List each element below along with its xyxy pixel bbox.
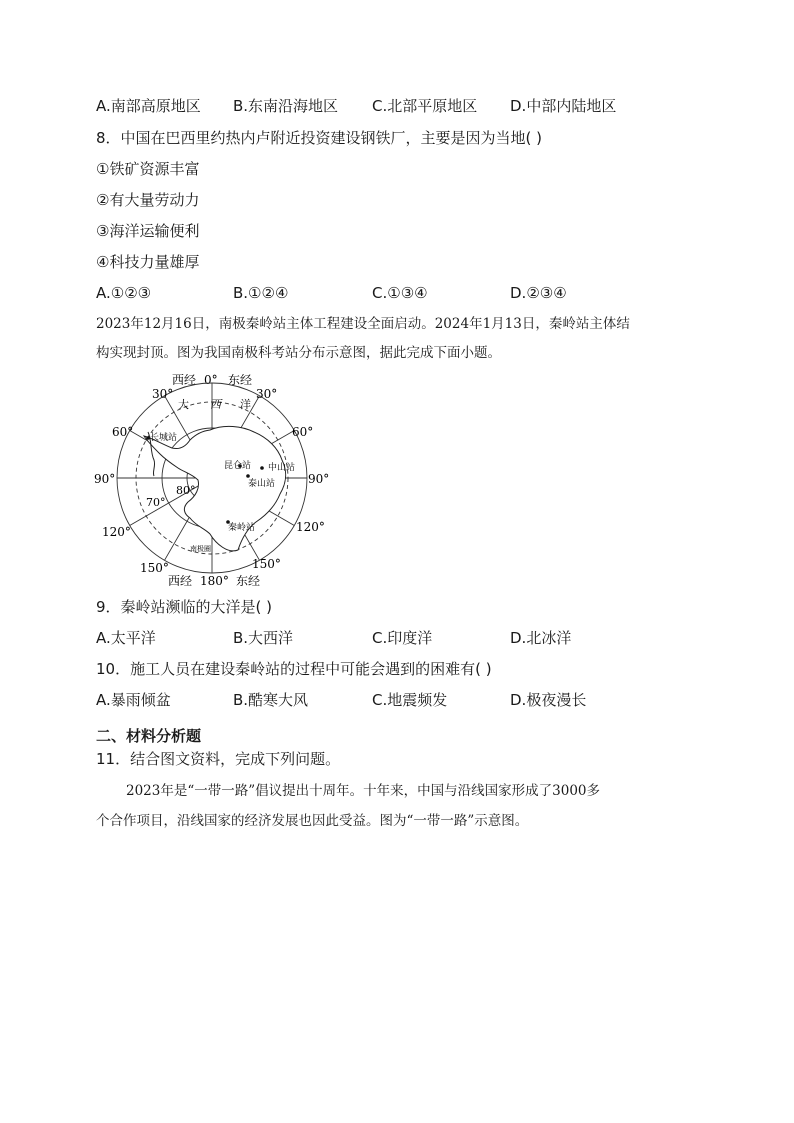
section-2-title: 二、材料分析题: [96, 727, 202, 745]
station-dot-zhongshan: [260, 466, 264, 470]
q7-option-a[interactable]: A.南部高原地区: [96, 97, 201, 115]
q11-stem: 11．结合图文资料，完成下列问题。: [96, 750, 341, 768]
q9-option-d[interactable]: D.北冰洋: [510, 629, 572, 647]
station-label-changcheng: 长城站: [150, 433, 178, 443]
station-label-taishan: 泰山站: [248, 479, 276, 489]
q7-option-d[interactable]: D.中部内陆地区: [510, 97, 617, 115]
q7-option-b[interactable]: B.东南沿海地区: [233, 97, 339, 115]
q9-option-c[interactable]: C.印度洋: [372, 629, 433, 647]
lon-label-60e: 60°: [292, 425, 314, 439]
q11-paragraph-line-2: 个合作项目，沿线国家的经济发展也因此受益。图为“一带一路”示意图。: [96, 813, 529, 829]
map-bottom-180-label: 180°: [200, 574, 229, 588]
map-top-east-label: 东经: [228, 373, 253, 387]
lon-label-150w: 150°: [140, 561, 169, 575]
map-bottom-east-label: 东经: [236, 574, 261, 588]
station-label-qinling: 秦岭站: [228, 523, 256, 533]
lat-label-70: 70°: [146, 496, 166, 509]
ocean-label-yang: 洋: [240, 398, 251, 411]
station-label-zhongshan: 中山站: [268, 463, 296, 473]
map-top-west-label: 西经: [172, 373, 197, 387]
q8-item-3: ③海洋运输便利: [96, 222, 200, 240]
material-line-1: 2023年12月16日，南极秦岭站主体工程建设全面启动。2024年1月13日，秦岭站主体结: [96, 316, 630, 332]
q8-option-d[interactable]: D.②③④: [510, 284, 567, 302]
antarctic-station-map: [92, 368, 332, 590]
station-dot-taishan: [246, 474, 250, 478]
lon-label-30w: 30°: [152, 387, 174, 401]
q9-option-a[interactable]: A.太平洋: [96, 629, 156, 647]
q8-stem: 8．中国在巴西里约热内卢附近投资建设钢铁厂，主要是因为当地( ): [96, 129, 543, 147]
lon-label-90w: 90°: [94, 472, 116, 486]
q8-option-a[interactable]: A.①②③: [96, 284, 152, 302]
lon-label-60w: 60°: [112, 425, 134, 439]
q8-item-4: ④科技力量雄厚: [96, 253, 200, 271]
lon-label-120w: 120°: [102, 525, 131, 539]
q10-option-d[interactable]: D.极夜漫长: [510, 691, 587, 709]
q8-option-b[interactable]: B.①②④: [233, 284, 289, 302]
map-bottom-west-label: 西经: [168, 574, 193, 588]
q9-stem: 9．秦岭站濒临的大洋是( ): [96, 598, 273, 616]
lon-label-120e: 120°: [296, 520, 325, 534]
lon-label-150e: 150°: [252, 557, 281, 571]
lon-label-90e: 90°: [308, 472, 330, 486]
ocean-label-xi: 西: [210, 398, 221, 411]
q8-item-2: ②有大量劳动力: [96, 191, 200, 209]
q10-option-b[interactable]: B.酷寒大风: [233, 691, 309, 709]
lon-label-30e: 30°: [256, 387, 278, 401]
q10-option-a[interactable]: A.暴雨倾盆: [96, 691, 171, 709]
material-line-2: 构实现封顶。图为我国南极科考站分布示意图，据此完成下面小题。: [96, 345, 501, 361]
q8-item-1: ①铁矿资源丰富: [96, 160, 200, 178]
q11-paragraph-line-1: 2023年是“一带一路”倡议提出十周年。十年来，中国与沿线国家形成了3000多: [126, 783, 601, 799]
lat-label-80: 80°: [176, 484, 196, 497]
antarctic-circle-label: 南极圈: [190, 545, 211, 553]
q7-option-c[interactable]: C.北部平原地区: [372, 97, 478, 115]
q8-option-c[interactable]: C.①③④: [372, 284, 428, 302]
ocean-label-da: 大: [178, 398, 189, 411]
q9-option-b[interactable]: B.大西洋: [233, 629, 294, 647]
q10-option-c[interactable]: C.地震频发: [372, 691, 448, 709]
q10-stem: 10．施工人员在建设秦岭站的过程中可能会遇到的困难有( ): [96, 660, 492, 678]
station-label-kunlun: 昆仑站: [224, 461, 252, 471]
map-top-zero-label: 0°: [204, 373, 218, 387]
